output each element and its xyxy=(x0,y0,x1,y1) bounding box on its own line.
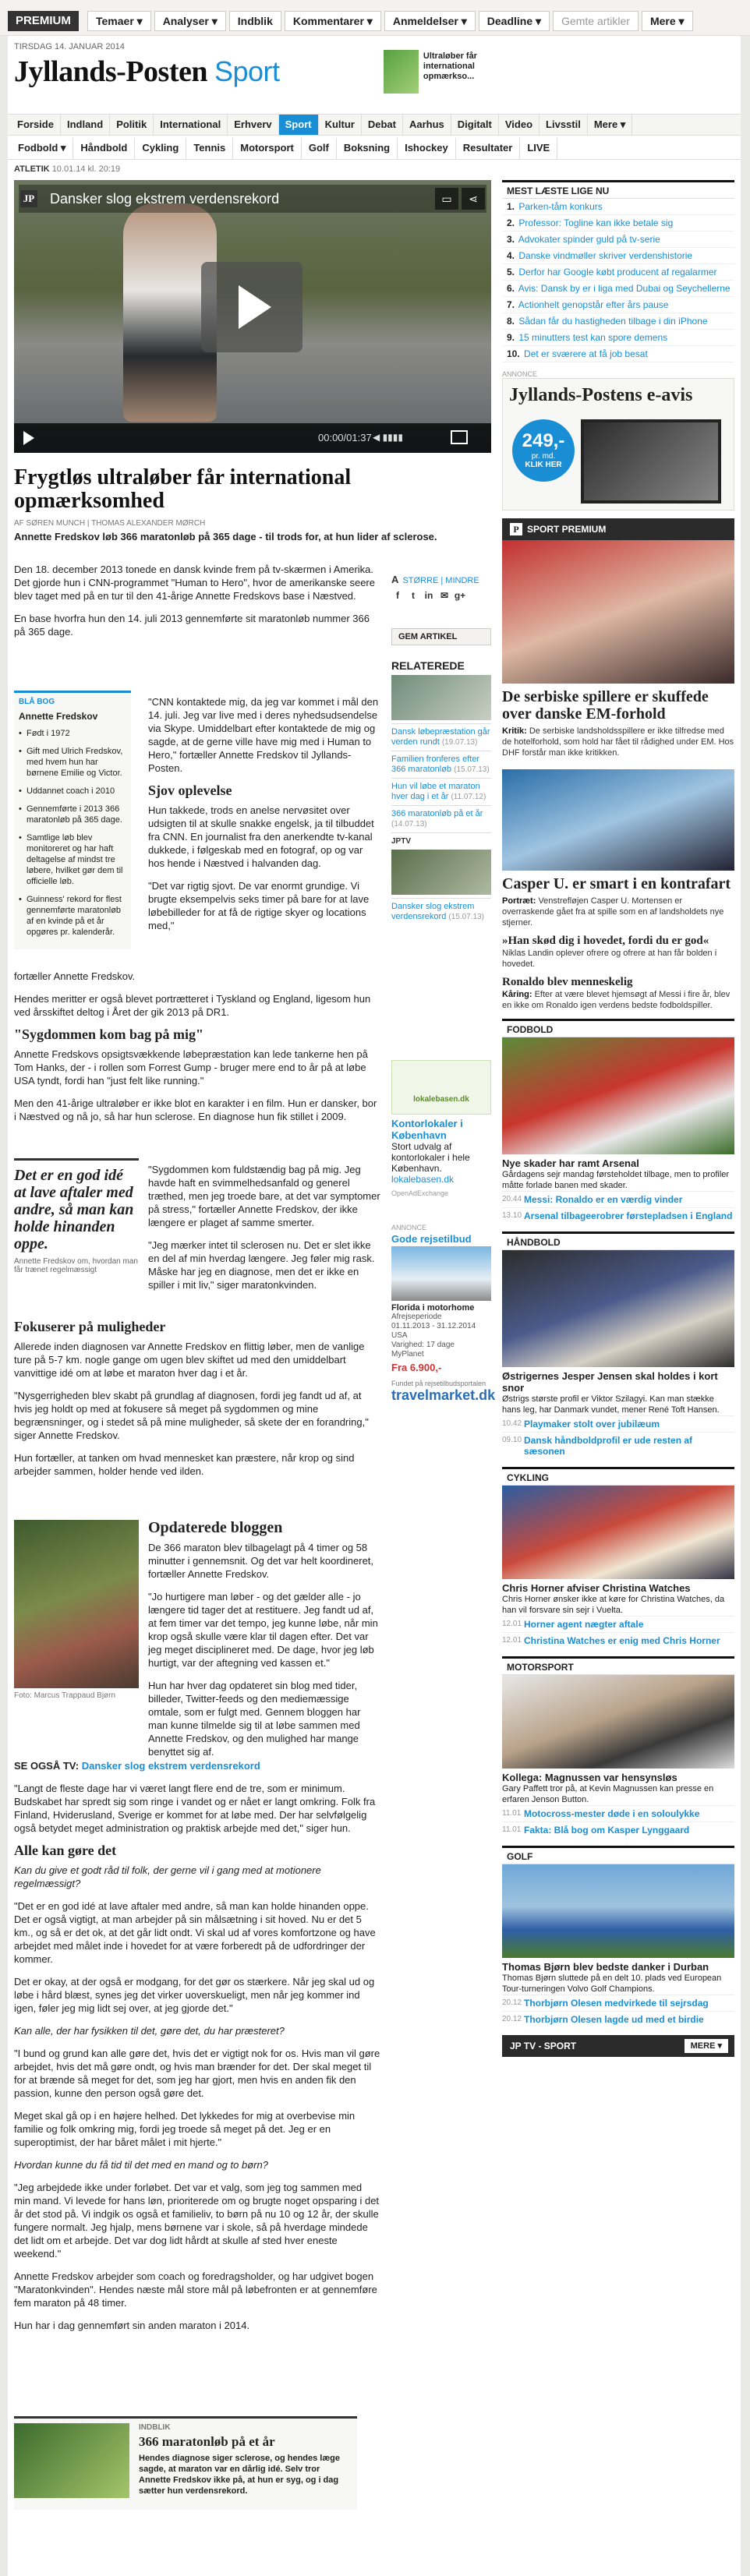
most-read-item[interactable]: 10. Det er sværere at få job besat xyxy=(502,346,734,362)
ad-travel-detail: MyPlanet xyxy=(391,1350,424,1359)
googleplus-icon[interactable]: g+ xyxy=(454,590,466,601)
fact-item: • Samtlige løb blev monitoreret og har haft deltagelse af mindst tre løbere, hvilket gør dem til officielle løb. xyxy=(19,832,126,887)
text-size-icon: A xyxy=(391,574,399,585)
section-image[interactable] xyxy=(502,1864,734,1958)
play-icon[interactable] xyxy=(201,262,302,352)
link-time: 12.01 xyxy=(502,1636,522,1645)
premium-icon: P xyxy=(510,523,522,535)
comment-icon[interactable]: ▭ xyxy=(435,188,458,210)
link-time: 20.12 xyxy=(502,1998,522,2007)
nav-mere[interactable]: Mere ▾ xyxy=(588,115,633,135)
paragraph: "Nysgerrigheden blev skabt på grundlag af diagnosen, fordi jeg fandt ud af, at hvis jeg holdt op med at fokusere så meget på sygdommen og mine begrænsninger, og i stedet så på mine muligheder, så skete der en forandring," siger Annette Fredskov. xyxy=(14,1390,369,1441)
ad-lokalebasen-title: Kontorlokaler i København xyxy=(391,1118,463,1141)
most-read-item[interactable]: 9. 15 minutters test kan spore demens xyxy=(502,330,734,346)
premium-subtitle[interactable]: Ronaldo blev menneskelig xyxy=(502,976,633,988)
related-heading: RELATEREDE xyxy=(391,659,465,672)
section-fodbold xyxy=(502,1019,734,1224)
teaser-image xyxy=(384,50,419,94)
section-link[interactable] xyxy=(502,1207,734,1224)
volume-icon[interactable]: ◀ ▮▮▮▮ xyxy=(373,432,403,443)
section-cykling xyxy=(502,1467,734,1648)
most-read-title: Parken-tåm konkurs xyxy=(518,201,603,212)
article-body-column xyxy=(148,695,380,942)
ad-travel-detail: Afrejseperiode xyxy=(391,1313,442,1321)
twitter-icon[interactable]: t xyxy=(412,590,415,601)
most-read-title: Sådan får du hastigheden tilbage i din iPhone xyxy=(518,316,708,327)
subheading: Sjov oplevelse xyxy=(148,783,232,798)
link-text: Playmaker stolt over jubilæum xyxy=(524,1419,660,1429)
logo-sport: Sport xyxy=(214,55,280,87)
ad-travel-footer: Fundet på rejsetilbudsportalen xyxy=(391,1380,486,1387)
most-read-title: Det er sværere at få job besat xyxy=(524,348,648,359)
most-read-title: Derfor har Google købt producent af regalarmer xyxy=(518,267,717,277)
link-time: 13.10 xyxy=(502,1211,522,1220)
subheading: Alle kan gøre det xyxy=(14,1843,117,1858)
pull-quote xyxy=(14,1158,139,1274)
video-controls xyxy=(14,423,491,453)
top-menu xyxy=(87,11,696,31)
related-item[interactable] xyxy=(391,723,491,751)
subheading: Opdaterede bloggen xyxy=(148,1519,283,1536)
fact-box xyxy=(14,691,131,949)
epaper-ad[interactable] xyxy=(502,378,734,511)
paragraph: "Jeg arbejdede ikke under forløbet. Det var et valg, som jeg tog sammen med min mand. Vi levede for hans løn, prioriterede om og brugte noget opsparing i det år det stod på. Vi indgik os også et familieliv, to børn på nu 10 og 12 år, der skulle fungere normalt. Jeg hjalp, mens børnene var i skole, så på hverdage mindede det lidt om et arbejde. Det var dog lidt hårdt at skulle af sted hver eneste weekend." xyxy=(14,2182,380,2260)
jp-tv-sport-bar xyxy=(502,2035,734,2057)
premium-text: Niklas Landin oplever ofrere og ofrere at han får bolden i hovedet. xyxy=(502,949,717,969)
section-title[interactable]: Kollega: Magnussen var hensynsløs xyxy=(502,1772,677,1783)
link-text: Dansk håndboldprofil er ude resten af sæsonen xyxy=(524,1435,693,1457)
linkedin-icon[interactable]: in xyxy=(424,590,433,601)
top-menu-kommentarer[interactable]: Kommentarer ▾ xyxy=(285,11,381,31)
epaper-cta[interactable]: KLIK HER xyxy=(525,461,562,469)
kicker-time: 10.01.14 kl. 20:19 xyxy=(51,164,121,174)
most-read-item[interactable]: 1. Parken-tåm konkurs xyxy=(502,199,734,215)
most-read-item[interactable]: 5. Derfor har Google købt producent af regalarmer xyxy=(502,264,734,281)
subnav-handbold[interactable]: Håndbold xyxy=(73,138,135,159)
ad-lokalebasen[interactable] xyxy=(391,1060,491,1197)
paragraph: "Det var rigtig sjovt. De var enormt grundige. Vi brugte eksempelvis seks timer på bare for at lave løbebilleder for at få de rigtige skyer og locations med," xyxy=(148,880,370,931)
top-menu-mere[interactable]: Mere ▾ xyxy=(642,11,693,31)
nav-kultur[interactable]: Kultur xyxy=(319,115,362,135)
premium-label: Kåring: xyxy=(502,990,532,999)
sub-nav xyxy=(8,138,741,160)
ad-travel-sub: Florida i motorhome xyxy=(391,1303,475,1313)
paragraph: Den 18. december 2013 tonede en dansk kvinde frem på tv-skærmen i Amerika. Det gjorde hun i CNN-programmet "Human to Hero", hvor de amerikanske seere blev taget med på en tur til den 41-årige Annette Fredskovs base i Næstved. xyxy=(14,564,375,602)
paragraph: Annette Fredskov arbejder som coach og foredragsholder, og har udgivet bogen "Maratonkvinden". Hendes næste mål store mål på løbefronten er at gennemføre fem maraton på 48 timer. xyxy=(14,2270,377,2309)
section-title[interactable]: Chris Horner afviser Christina Watches xyxy=(502,1582,691,1594)
link-text: Horner agent nægter aftale xyxy=(524,1619,644,1630)
related-item[interactable] xyxy=(391,751,491,778)
nav-forside[interactable]: Forside xyxy=(11,115,61,135)
most-read-item[interactable]: 2. Professor: Togline kan ikke betale sig xyxy=(502,215,734,231)
jp-tv-more-button[interactable]: MERE ▾ xyxy=(685,2039,728,2053)
teaser-text: Ultraløber får international opmærkso... xyxy=(423,51,477,81)
fact-item: • Gift med Ulrich Fredskov, med hvem hun har børnene Emilie og Victor. xyxy=(19,746,126,779)
ad-lokalebasen-logo: lokalebasen.dk xyxy=(391,1060,491,1115)
jp-tv-heading: JP TV - SPORT xyxy=(510,2041,577,2051)
subnav-fodbold[interactable]: Fodbold ▾ xyxy=(11,138,73,159)
fact-box-label: BLÅ BOG xyxy=(19,698,55,706)
paragraph: En base hvorfra hun den 14. juli 2013 gennemførte sit maratonløb nummer 366 på 365 dage. xyxy=(14,613,370,638)
section-handbold xyxy=(502,1231,734,1459)
section-link[interactable] xyxy=(502,1616,734,1632)
related-item[interactable] xyxy=(391,778,491,805)
premium-title: Casper U. er smart i en kontrafart xyxy=(502,875,731,892)
section-body: Østrigs største profil er Viktor Szilagyi. Kan man stække hans leg, har Danmark vundet, mener René Toft Hansen. xyxy=(502,1394,720,1415)
premium-text: De serbiske landsholdsspillere er ikke tilfredse med de hotelforhold, som hold har fået til rådighed under EM. Hos DHF forstår man ikke kritikken. xyxy=(502,726,734,758)
premium-text: Efter at være blevet hjemsøgt af Messi i fire år, blev en ikke om Ronaldo igen verdens bedste fodboldspiller. xyxy=(502,990,731,1010)
related-image[interactable] xyxy=(391,675,491,720)
epaper-price-sub: pr. md. xyxy=(531,452,556,461)
epaper-title: Jyllands-Postens e-avis xyxy=(509,385,693,405)
most-read-heading: MEST LÆSTE LIGE NU xyxy=(502,180,734,199)
premium-image xyxy=(502,540,734,684)
nav-indland[interactable]: Indland xyxy=(61,115,110,135)
video-player[interactable] xyxy=(14,180,491,453)
paragraph: Hun har i dag gennemført sin anden maraton i 2014. xyxy=(14,2320,250,2331)
bigger-link[interactable]: STØRRE xyxy=(402,576,439,585)
save-article-button[interactable]: GEM ARTIKEL xyxy=(391,628,491,645)
link-text: Arsenal tilbageerobrer førstepladsen i England xyxy=(524,1210,733,1221)
see-also-link[interactable]: Dansker slog ekstrem verdensrekord xyxy=(81,1760,260,1772)
premium-logo[interactable]: PREMIUM xyxy=(8,11,79,31)
jptv-thumbnail[interactable] xyxy=(391,850,491,895)
nav-international[interactable]: International xyxy=(154,115,228,135)
top-menu-anmeldelser[interactable]: Anmeldelser ▾ xyxy=(384,11,476,31)
link-time: 20.12 xyxy=(502,2015,522,2023)
nav-livsstil[interactable]: Livsstil xyxy=(540,115,588,135)
link-time: 10.42 xyxy=(502,1419,522,1428)
most-read-box xyxy=(502,180,734,362)
teaser-image xyxy=(14,2423,129,2498)
epaper-tablet-image xyxy=(581,419,721,504)
ad-exchange-label: OpenAdExchange xyxy=(391,1189,449,1197)
link-text: Thorbjørn Olesen medvirkede til sejrsdag xyxy=(524,1998,709,2009)
section-link[interactable] xyxy=(502,1415,734,1432)
subnav-resultater[interactable]: Resultater xyxy=(456,138,521,159)
epaper-price: 249,- xyxy=(522,430,565,451)
smaller-link[interactable]: MINDRE xyxy=(445,576,479,585)
most-read-title: 15 minutters test kan spore demens xyxy=(518,332,668,343)
article-lead: Annette Fredskov løb 366 maratonløb på 365 dage - til trods for, at hun lider af sclerose. xyxy=(14,531,437,542)
play-small-icon[interactable] xyxy=(23,431,34,445)
section-title[interactable]: Thomas Bjørn blev bedste danker i Durban xyxy=(502,1961,709,1973)
paragraph: Hun fortæller, at tanken om hvad mennesket kan præstere, når krop og sind arbejder sammen, holder hende ved ilden. xyxy=(14,1452,355,1477)
paragraph: "CNN kontaktede mig, da jeg var kommet i mål den 14. juli. Jeg var live med i deres nyhedsudsendelse via Skype. Umiddelbart efter kontaktede de mig og sagde, at de gerne ville have mig med i Human to Hero," fortæller Annette Fredskov til Jyllands-Posten. xyxy=(148,696,379,774)
link-text: Thorbjørn Olesen lagde ud med et birdie xyxy=(524,2014,704,2025)
link-text: Messi: Ronaldo er en værdig vinder xyxy=(524,1194,683,1205)
section-motorsport xyxy=(502,1656,734,1838)
most-read-item[interactable]: 4. Danske vindmøller skriver verdenshistorie xyxy=(502,248,734,264)
paragraph: Meget skal gå op i en højere helhed. Det lykkedes for mig at overbevise min familie og folk omkring mig, fordi jeg troede så meget på det. Jeg er en superoptimist, der har båret målet i mit hjerte." xyxy=(14,2110,356,2148)
premium-body xyxy=(502,726,734,758)
jptv-title: Dansker slog ekstrem verdensrekord xyxy=(391,902,475,921)
nav-video[interactable]: Video xyxy=(499,115,540,135)
link-time: 09.10 xyxy=(502,1436,522,1444)
paragraph: "I bund og grund kan alle gøre det, hvis det er vigtigt nok for os. Hvis man vil gøre arbejdet, hvis det må gøre ondt, og hvis man brænder for det. Der skal meget til for at brænde så meget for det, som jeg har gjort, men hvis en anden fik den passion, kunne den person også gøre det. xyxy=(14,2048,380,2099)
paragraph: Allerede inden diagnosen var Annette Fredskov en flittig løber, men de vanlige ture på 5-7 km. nogle gange om ugen blev skiftet ud med den umiddelbart vanvittige idé om at løbe et maraton hver dag i et år. xyxy=(14,1341,365,1379)
header-teaser[interactable] xyxy=(384,50,516,94)
section-heading[interactable]: MOTORSPORT xyxy=(502,1656,734,1675)
paragraph: "Jeg mærker intet til sclerosen nu. Det er slet ikke en del af min hverdag længere. Jeg føler mig rask. Måske har jeg en diagnose, men det er ikke en spiller i mit liv," siger maratonkvinden. xyxy=(148,1239,375,1291)
video-title: Dansker slog ekstrem verdensrekord xyxy=(19,185,486,213)
article-body-end xyxy=(14,1782,380,2341)
jptv-label: JPTV xyxy=(391,832,491,850)
most-read-item[interactable]: 3. Advokater spinder guld på tv-serie xyxy=(502,231,734,248)
subnav-golf[interactable]: Golf xyxy=(302,138,337,159)
article-photo[interactable] xyxy=(14,1520,139,1688)
paragraph: "Langt de fleste dage har vi været langt flere end de tre, som er minimum. Budskabet har spredt sig som ringe i vandet og er nået er langt omkring. Folk fra Finland, Hviderusland, Sverige er kommet for at løbe med. Der har selvfølgelig også betydet meget administration og praktisk arbejde med det," siger hun. xyxy=(14,1783,376,1834)
subheading: Fokuserer på muligheder xyxy=(14,1319,166,1334)
section-title[interactable]: Østrigernes Jesper Jensen skal holdes i kort snor xyxy=(502,1370,718,1394)
subnav-live[interactable]: LIVE xyxy=(520,138,557,159)
paragraph: "Det er en god idé at lave aftaler med andre, så man kan holde hinanden oppe. Det er også vigtigt, at man arbejder på sin målsætning i sit hoved. Nu er det 5 km., og så er det ok, at det går lidt ondt. Vi skal ud af vores komfortzone og have arbejdet med målet inde i hovedet for at være forberedt på de udfordringer der kommer. xyxy=(14,1900,376,1965)
paragraph: fortæller Annette Fredskov. xyxy=(14,970,136,982)
pull-quote-text: Det er en god idé at lave aftaler med andre, så man kan holde hinanden oppe. xyxy=(14,1167,134,1253)
article-body-quote-column xyxy=(148,1163,380,1301)
teaser-label: INDBLIK xyxy=(139,2423,171,2432)
pull-quote-source: Annette Fredskov om, hvordan man får trænet regelmæssigt xyxy=(14,1257,138,1274)
fact-item: • Guinness' rekord for flest gennemførte maratonløb af en kvinde på et år opgøres pr. kalenderår. xyxy=(19,894,126,938)
related-list xyxy=(391,675,491,925)
article-body-blog xyxy=(148,1517,380,1768)
paragraph: "Sygdommen kom fuldstændig bag på mig. Jeg havde haft en svimmelhedsanfald og generel træthed, men jeg troede bare, at det var symptomer på stress," fortæller Annette Fredskov, der ikke længere er plaget af samme smerter. xyxy=(148,1164,380,1228)
kicker-section: ATLETIK xyxy=(14,164,50,174)
fact-item: • Gennemførte i 2013 366 maratonløb på 365 dage. xyxy=(19,804,126,825)
subnav-boksning[interactable]: Boksning xyxy=(337,138,398,159)
article-body-intro xyxy=(14,563,380,648)
ad-travel-price: Fra 6.900,- xyxy=(391,1362,442,1373)
share-bar xyxy=(391,589,485,620)
section-link[interactable] xyxy=(502,1191,734,1207)
premium-subtitle[interactable]: »Han skød dig i hovedet, fordi du er god« xyxy=(502,935,709,947)
ad-lokalebasen-body: Stort udvalg af kontorlokaler i hele København. xyxy=(391,1141,470,1174)
top-menu-gemte[interactable]: Gemte artikler xyxy=(553,11,639,31)
subnav-motorsport[interactable]: Motorsport xyxy=(233,138,302,159)
premium-body xyxy=(502,896,734,928)
teaser-body: Hendes diagnose siger sclerose, og hendes læge sagde, at maraton var en dårlig idé. Selv tror Annette Fredskov ikke på, at hun er syg, og i dag sætter hun verdensrekord. xyxy=(139,2454,340,2496)
interview-question: Kan alle, der har fysikken til det, gøre det, du har præsteret? xyxy=(14,2025,285,2037)
facebook-icon[interactable]: f xyxy=(396,590,399,601)
ad-travel-detail: Varighed: 17 dage xyxy=(391,1341,455,1349)
most-read-item[interactable]: 6. Avis: Dansk by er i liga med Dubai og Seychellerne xyxy=(502,281,734,297)
related-date: (11.07.12) xyxy=(451,793,486,801)
section-heading[interactable]: HÅNDBOLD xyxy=(502,1231,734,1250)
paragraph: "Jo hurtigere man løber - og det gælder alle - jo længere tid tager det at restituere. Jeg fandt ud af, at fem timer var det tempo, jeg kunne løbe, når min krop også skulle være klar til dagen efter. Det var jeg meget disciplineret med. De dage, hvor jeg løb hurtigt, var der aftegning ved kassen et." xyxy=(148,1591,378,1669)
section-heading[interactable]: CYKLING xyxy=(502,1467,734,1486)
share-icon[interactable]: ⋖ xyxy=(462,188,485,210)
photo-caption: Foto: Marcus Trappaud Bjørn xyxy=(14,1691,116,1700)
ad-label: ANNONCE xyxy=(502,370,538,378)
section-image[interactable] xyxy=(502,1675,734,1769)
section-heading[interactable]: GOLF xyxy=(502,1846,734,1864)
site-logo[interactable] xyxy=(14,55,280,89)
premium-label: Portræt: xyxy=(502,896,536,906)
premium-label: Kritik: xyxy=(502,726,527,736)
most-read-item[interactable]: 7. Actionhelt genopstår efter års pause xyxy=(502,297,734,313)
ad-lokalebasen-link[interactable]: lokalebasen.dk xyxy=(391,1174,455,1185)
section-link[interactable] xyxy=(502,1822,734,1838)
top-bar xyxy=(0,0,750,36)
nav-sport[interactable]: Sport xyxy=(279,115,319,135)
related-date: (15.07.13) xyxy=(454,765,490,774)
see-also-label: SE OGSÅ TV: xyxy=(14,1760,80,1772)
fact-list xyxy=(19,728,126,938)
byline: AF SØREN MUNCH | THOMAS ALEXANDER MØRCH xyxy=(14,519,206,528)
premium-image xyxy=(502,769,734,871)
most-read-title: Danske vindmøller skriver verdenshistorie xyxy=(518,250,693,261)
fullscreen-icon[interactable] xyxy=(451,430,468,444)
ad-travel-title: Gode rejsetilbud xyxy=(391,1233,472,1245)
section-image[interactable] xyxy=(502,1037,734,1154)
section-body: Gary Paffett tror på, at Kevin Magnussen kan presse en erfaren Jenson Button. xyxy=(502,1784,714,1804)
jptv-date: (15.07.13) xyxy=(448,913,484,921)
top-menu-analyser[interactable]: Analyser ▾ xyxy=(154,11,226,31)
ad-travel-detail: 01.11.2013 - 31.12.2014 xyxy=(391,1322,476,1330)
jptv-item[interactable] xyxy=(391,898,491,925)
interview-question: Kan du give et godt råd til folk, der gerne vil i gang med at motionere regelmæssigt? xyxy=(14,1864,321,1889)
email-icon[interactable]: ✉ xyxy=(440,590,449,601)
section-link[interactable] xyxy=(502,1632,734,1648)
related-date: (19.07.13) xyxy=(441,738,478,747)
most-read-title: Professor: Togline kan ikke betale sig xyxy=(518,217,674,228)
paragraph: Men den 41-årige ultraløber er ikke blot en karakter i en film. Hun er dansker, bor i Næstved og nå jo, så har hun sclerose. En diagnose hun fik stillet i 2009. xyxy=(14,1097,377,1122)
subnav-cykling[interactable]: Cykling xyxy=(135,138,186,159)
ad-travel[interactable] xyxy=(391,1224,496,1404)
article-kicker xyxy=(14,164,120,174)
link-text: Christina Watches er enig med Chris Horner xyxy=(524,1635,720,1646)
section-body: Chris Horner ønsker ikke at køre for Christina Watches, da han vil forsvare sin sejr i Vuelta. xyxy=(502,1595,725,1615)
link-text: Motocross-mester døde i en soloulykke xyxy=(524,1808,700,1819)
article-title: Frygtløs ultraløber får international opmærksomhed xyxy=(14,465,352,513)
section-image[interactable] xyxy=(502,1250,734,1367)
premium-body xyxy=(502,989,734,1011)
premium-text: Venstrefløjen Casper U. Mortensen er overraskende gået fra at spille som en af landsholdets nye stjerner. xyxy=(502,896,724,928)
paragraph: Hendes meritter er også blevet portrætteret i Tyskland og England, ligesom hun ved årsskiftet deltog i Året der gik 2013 på DR1. xyxy=(14,993,371,1018)
section-link[interactable] xyxy=(502,1432,734,1459)
premium-card[interactable] xyxy=(502,540,734,758)
subheading: "Sygdommen kom bag på mig" xyxy=(14,1027,204,1042)
link-text: Fakta: Blå bog om Kasper Lynggaard xyxy=(524,1825,690,1836)
fact-item: • Født i 1972 xyxy=(19,728,126,739)
premium-card[interactable] xyxy=(502,769,734,1011)
paragraph: Hun takkede, trods en anelse nervøsitet over udsigten til at skulle snakke engelsk, ja til tilbuddet fra CNN. En journalist fra den anerkendte tv-kanal dukkede, i følgeskab med en fotograf, op og var hos hende i Næstved i halvanden dag. xyxy=(148,804,374,869)
most-read-title: Actionhelt genopstår efter års pause xyxy=(518,299,669,310)
teaser-title: 366 maratonløb på et år xyxy=(139,2434,275,2449)
nav-debat[interactable]: Debat xyxy=(362,115,403,135)
section-heading[interactable]: FODBOLD xyxy=(502,1019,734,1037)
date: TIRSDAG 14. JANUAR 2014 xyxy=(14,42,125,51)
premium-title: De serbiske spillere er skuffede over danske EM-forhold xyxy=(502,688,709,723)
section-link[interactable] xyxy=(502,1805,734,1822)
paragraph: Det er okay, at der også er modgang, for det gør os stærkere. Når jeg skal ud og løbe i hård blæst, synes jeg det virker uoverskueligt, men når jeg kommer ind igen, føler jeg mig lidt sej over, at jeg gjorde det." xyxy=(14,1976,375,2014)
sidebar xyxy=(502,180,734,2057)
fact-item: • Uddannet coach i 2010 xyxy=(19,786,126,797)
link-time: 11.01 xyxy=(502,1825,522,1834)
top-menu-deadline[interactable]: Deadline ▾ xyxy=(479,11,550,31)
ad-travel-image xyxy=(391,1246,491,1301)
related-title: 366 maratonløb på et år xyxy=(391,809,483,818)
related-teaser-box[interactable] xyxy=(14,2416,357,2510)
section-link[interactable] xyxy=(502,2011,734,2027)
subnav-ishockey[interactable]: Ishockey xyxy=(398,138,456,159)
related-title: Hun vil løbe et maraton hver dag i et år xyxy=(391,782,480,801)
section-title[interactable]: Nye skader har ramt Arsenal xyxy=(502,1157,639,1169)
main-nav xyxy=(8,114,741,136)
related-title: Familien fronferes efter 366 maratonløb xyxy=(391,754,480,774)
epaper-price-badge xyxy=(512,419,575,482)
most-read-item[interactable]: 8. Sådan får du hastigheden tilbage i din iPhone xyxy=(502,313,734,330)
paragraph: De 366 maraton blev tilbagelagt på 4 timer og 58 minutter i gennemsnit. Og det var helt koordineret, fortæller Annette Fredskov. xyxy=(148,1542,374,1580)
nav-aarhus[interactable]: Aarhus xyxy=(403,115,451,135)
section-body: Gårdagens sejr mandag førsteholdet tilbage, men to profiler måtte forlade banen med skader. xyxy=(502,1170,730,1190)
link-time: 20.44 xyxy=(502,1195,522,1203)
top-menu-temaer[interactable]: Temaer ▾ xyxy=(87,11,151,31)
section-golf xyxy=(502,1846,734,2027)
section-image[interactable] xyxy=(502,1486,734,1579)
logo-text: Jyllands-Posten xyxy=(14,55,207,88)
paragraph: Annette Fredskovs opsigtsvækkende løbepræstation kan lede tankerne hen på Tom Hanks, der - i rollen som Forrest Gump - bruger mere end to år på at løbe USA tyndt, fordi han "just felt like running." xyxy=(14,1048,368,1087)
link-time: 12.01 xyxy=(502,1620,522,1628)
top-menu-indblik[interactable]: Indblik xyxy=(229,11,281,31)
nav-erhverv[interactable]: Erhverv xyxy=(228,115,278,135)
travelmarket-logo: travelmarket.dk xyxy=(391,1387,496,1403)
nav-digitalt[interactable]: Digitalt xyxy=(451,115,499,135)
link-time: 11.01 xyxy=(502,1809,522,1818)
paragraph: Hun har hver dag opdateret sin blog med tider, billeder, Twitter-feeds og den mediemæssige omtale, som er fulgt med. Gennem bloggen har man kunne tilmelde sig til at løbe sammen med Annette Fredskov, og den mulighed har mange benyttet sig af. xyxy=(148,1680,361,1758)
related-item[interactable] xyxy=(391,805,491,832)
related-date: (14.07.13) xyxy=(391,820,427,829)
interview-question: Hvordan kunne du få tid til det med en mand og to børn? xyxy=(14,2159,268,2171)
ad-travel-detail: USA xyxy=(391,1331,408,1340)
most-read-title: Advokater spinder guld på tv-serie xyxy=(518,234,660,245)
page xyxy=(8,36,741,2576)
most-read-title: Avis: Dansk by er i liga med Dubai og Seychellerne xyxy=(518,283,731,294)
video-time: 00:00/01:37 xyxy=(318,432,372,443)
ad-label: ANNONCE xyxy=(391,1224,427,1231)
text-size-tools: A STØRRE | MINDRE xyxy=(391,574,479,585)
premium-heading xyxy=(502,518,734,540)
related-title: Dansk løbepræstation går verden rundt xyxy=(391,727,490,747)
section-link[interactable] xyxy=(502,1995,734,2011)
premium-heading-text: SPORT PREMIUM xyxy=(527,524,607,535)
section-body: Thomas Bjørn sluttede på en delt 10. plads ved European Tour-turneringen Volvo Golf Champions. xyxy=(502,1974,722,1994)
article-body-mid xyxy=(14,970,380,1133)
fact-box-title: Annette Fredskov xyxy=(19,711,98,722)
article-body-fokus xyxy=(14,1316,380,1487)
see-also xyxy=(14,1760,260,1772)
subnav-tennis[interactable]: Tennis xyxy=(186,138,233,159)
video-logo: JP xyxy=(20,190,37,207)
nav-politik[interactable]: Politik xyxy=(110,115,154,135)
